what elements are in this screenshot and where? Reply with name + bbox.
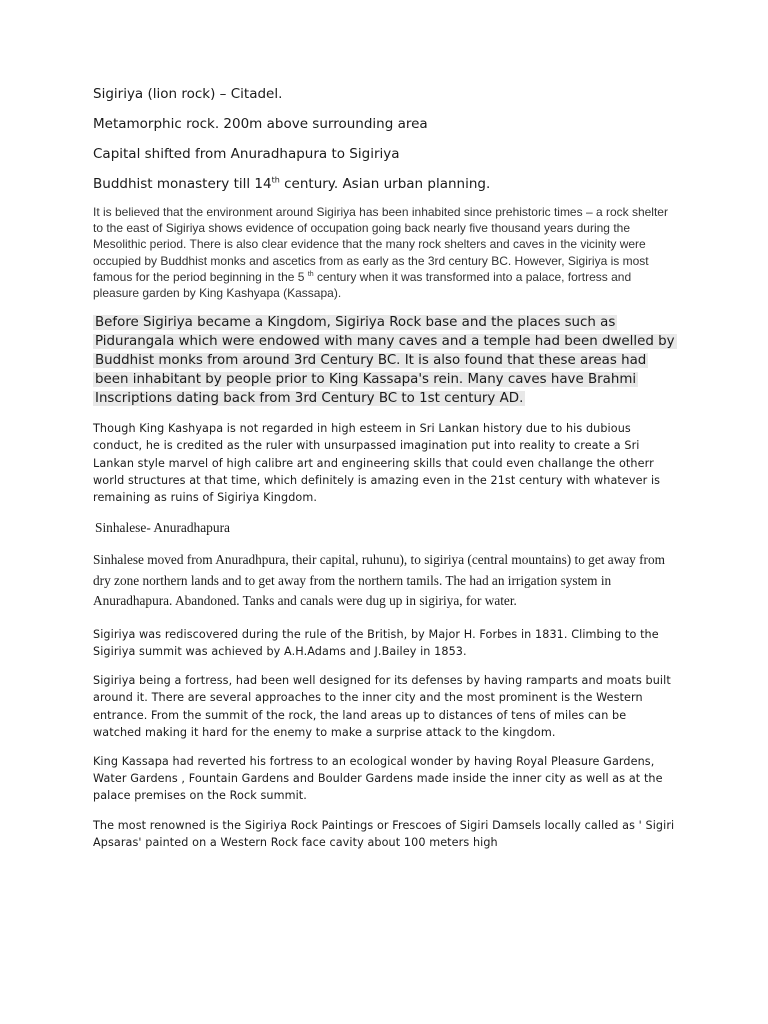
- heading-citadel: Sigiriya (lion rock) – Citadel.: [93, 86, 283, 102]
- paragraph-sinhalese: Sinhalese moved from Anuradhpura, their capital, ruhunu), to sigiriya (central mountains) to get away from dry zone northern lands and to get away from the northern tamils. The had an irrigation system in Anuradhapura. Abandoned. Tanks and canals were dug up in sigiriya, for water.: [93, 552, 665, 609]
- paragraph-kingdom-highlighted: Before Sigiriya became a Kingdom, Sigiriya Rock base and the places such as Pidurangala which were endowed with many caves and a temple had been dwelled by Buddhist monks from around 3rd Century BC. It is also found that these areas had been inhabitant by people prior to King Kassapa's rein. Many caves have Brahmi Inscriptions dating back from 3rd Century BC to 1st century AD.: [95, 315, 675, 407]
- paragraph-environment: It is believed that the environment around Sigiriya has been inhabited since prehistoric times – a rock shelter to the east of Sigiriya shows evidence of occupation going back nearly five thousand years during the Mesolithic period. There is also clear evidence that the many rock shelters and caves in the vicinity were occupied by Buddhist monks and ascetics from as early as the 3rd century BC. However, Sigiriya is most famous for the period beginning in the 5 $^{th}$ century when it was transformed into a palace, fortress and pleasure garden by King Kashyapa (Kassapa).: [93, 205, 668, 301]
- paragraph-gardens: King Kassapa had reverted his fortress to an ecological wonder by having Royal Pleasure Gardens, Water Gardens , Fountain Gardens and Boulder Gardens made inside the inner city as well as at the palace premises on the Rock summit.: [93, 754, 663, 803]
- heading-metamorphic: Metamorphic rock. 200m above surrounding area: [93, 116, 428, 132]
- heading-monastery: Buddhist monastery till 14th century. Asian urban planning.: [93, 175, 491, 192]
- paragraph-paintings: The most renowned is the Sigiriya Rock Paintings or Frescoes of Sigiri Damsels locally called as ' Sigiri Apsaras' painted on a Western Rock face cavity about 100 meters high: [93, 818, 675, 849]
- heading-capital: Capital shifted from Anuradhapura to Sigiriya: [93, 146, 400, 162]
- paragraph-kashyapa: Though King Kashyapa is not regarded in high esteem in Sri Lankan history due to his dubious conduct, he is credited as the ruler with unsurpassed imagination put into reality to create a Sri Lankan style marvel of high calibre art and engineering skills that could even challange the otherr world structures at that time, which definitely is amazing even in the 21st century with whatever is remaining as ruins of Sigiriya Kingdom.: [93, 422, 661, 505]
- sub-heading-sinhalese: Sinhalese- Anuradhapura: [95, 520, 230, 536]
- paragraph-rediscovered: Sigiriya was rediscovered during the rule of the British, by Major H. Forbes in 1831. Climbing to the Sigiriya summit was achieved by A.H.Adams and J.Bailey in 1853.: [93, 627, 659, 658]
- document-page: [93, 84, 678, 863]
- paragraph-fortress: Sigiriya being a fortress, had been well designed for its defenses by having ramparts and moats built around it. There are several approaches to the inner city and the most prominent is the Western entrance. From the summit of the rock, the land areas up to distances of tens of miles can be watched making it hard for the enemy to make a surprise attack to the kingdom.: [93, 674, 671, 739]
